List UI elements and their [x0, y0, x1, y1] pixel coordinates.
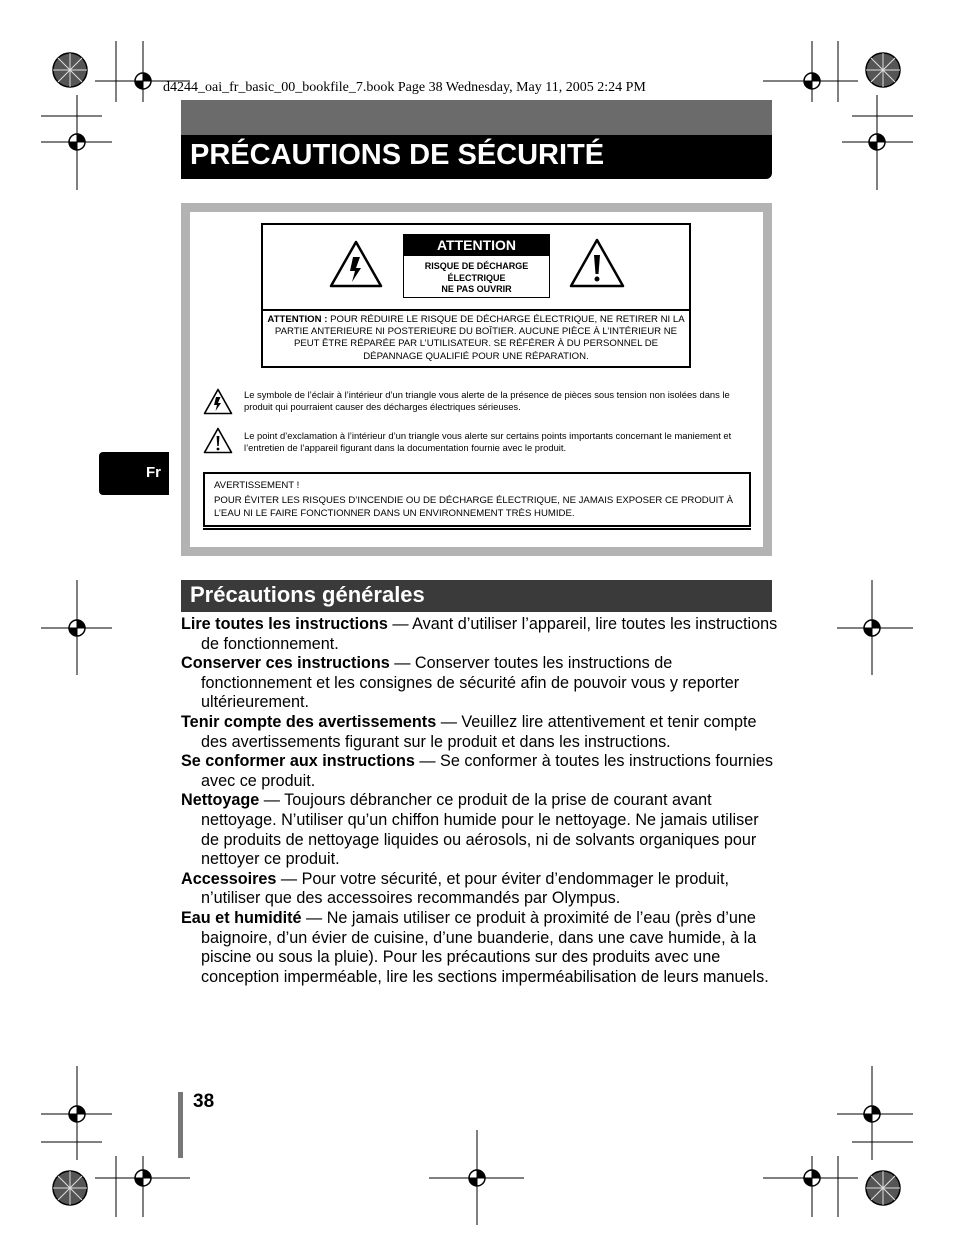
item-term: Lire toutes les instructions: [181, 615, 388, 633]
item-text: — Veuillez lire attentivement et tenir compte des avertissements figurant sur le produit et dans les instructions.: [201, 712, 757, 751]
item-text: — Ne jamais utiliser ce produit à proximité de l’eau (près d’une baignoire, d’un évier de cuisine, d’une buanderie, dans une cave humide, à la piscine ou sous la pluie). Pour les précautions sur des produits avec une conception imperméable, lire les sections imperméabilisation de leurs manuels.: [201, 908, 769, 986]
item-text: — Se conformer à toutes les instructions fournies avec ce produit.: [201, 752, 773, 790]
list-item: [181, 791, 781, 869]
exclamation-symbol-icon: [203, 427, 233, 454]
item-term: Nettoyage: [181, 791, 260, 810]
item-text: — Conserver toutes les instructions de fonctionnement et les consignes de sécurité afin de pouvoir vous y reporter ultérieurement.: [201, 654, 740, 712]
item-text: — Pour votre sécurité, et pour éviter d’endommager le produit, n’utiliser que des accessoires recommandés par Olympus.: [201, 869, 729, 908]
title-bar-accent: [181, 100, 772, 135]
item-term: Conserver ces instructions: [181, 654, 390, 673]
lightning-symbol-icon: [203, 388, 233, 415]
lightning-triangle-icon: [329, 240, 383, 288]
item-term: Tenir compte des avertissements: [181, 712, 437, 731]
exclamation-symbol-description: Le point d’exclamation à l’intérieur d’un triangle vous alerte sur certains points importants concernant le maniement et l’entretien de l’appareil figurant dans la documentation fournie avec le produit.: [244, 430, 732, 454]
page-number-bar: [178, 1092, 183, 1158]
list-item: [181, 752, 781, 791]
item-text: — Toujours débrancher ce produit de la prise de courant avant nettoyage. N’utiliser qu’un chiffon humide pour le nettoyage. Ne jamais utiliser de produits de nettoyage liquides ou aérosols, ni de solvants organiques pour nettoyer ce produit.: [201, 791, 759, 869]
language-tab-label: Fr: [146, 464, 161, 481]
avertissement-underline: [203, 528, 751, 530]
page-number: 38: [193, 1091, 215, 1112]
item-term: Se conformer aux instructions: [181, 752, 415, 771]
attention-sub-line: NE PAS OUVRIR: [441, 284, 512, 294]
list-item: [181, 713, 781, 752]
attention-sub-line: ÉLECTRIQUE: [447, 272, 506, 283]
lightning-symbol-description: Le symbole de l’éclair à l’intérieur d’un triangle vous alerte de la présence de pièces sous tension non isolées dans le produit qui pourraient causer des décharges électriques sérieuses.: [244, 389, 730, 413]
precautions-list: [181, 615, 781, 987]
attention-paragraph-label: ATTENTION :: [267, 314, 328, 325]
list-item: [181, 654, 781, 713]
attention-paragraph-text: POUR RÉDUIRE LE RISQUE DE DÉCHARGE ÉLECTRIQUE, NE RETIRER NI LA PARTIE ANTERIEURE NI POSTERIEURE DU BOÎTIER. AUCUNE PIÈCE À L’INTÉRIEUR NE PEUT ÊTRE RÉPARÉE PAR L’UTILISATEUR. SE RÉFÉRER À DU PERSONNEL DE DÉPANNAGE QUALIFIÉ POUR UNE RÉPARATION.: [274, 314, 685, 362]
avertissement-title: AVERTISSEMENT !: [214, 480, 300, 491]
attention-subtext: [404, 261, 549, 296]
avertissement-text: POUR ÉVITER LES RISQUES D’INCENDIE OU DE DÉCHARGE ÉLECTRIQUE, NE JAMAIS EXPOSER CE PRODUIT À L’EAU NI LE FAIRE FONCTIONNER DANS UN ENVIRONNEMENT TRÈS HUMIDE.: [214, 495, 734, 519]
item-text: — Avant d’utiliser l’appareil, lire toutes les instructions de fonctionnement.: [201, 615, 778, 653]
attention-sub-line: RISQUE DE DÉCHARGE: [424, 261, 529, 271]
list-item: [181, 615, 781, 654]
avertissement-block: [214, 479, 744, 520]
item-term: Eau et humidité: [181, 908, 302, 927]
section-title: Précautions générales: [190, 582, 425, 607]
attention-paragraph: [265, 314, 687, 363]
item-term: Accessoires: [181, 869, 277, 888]
list-item: [181, 870, 781, 909]
print-header-line: d4244_oai_fr_basic_00_bookfile_7.book Page 38 Wednesday, May 11, 2005 2:24 PM: [163, 80, 646, 95]
page-title: PRÉCAUTIONS DE SÉCURITÉ: [190, 139, 605, 171]
list-item: [181, 909, 781, 987]
attention-divider: [263, 309, 689, 311]
exclamation-triangle-icon: [569, 238, 625, 288]
attention-heading: ATTENTION: [404, 235, 549, 256]
